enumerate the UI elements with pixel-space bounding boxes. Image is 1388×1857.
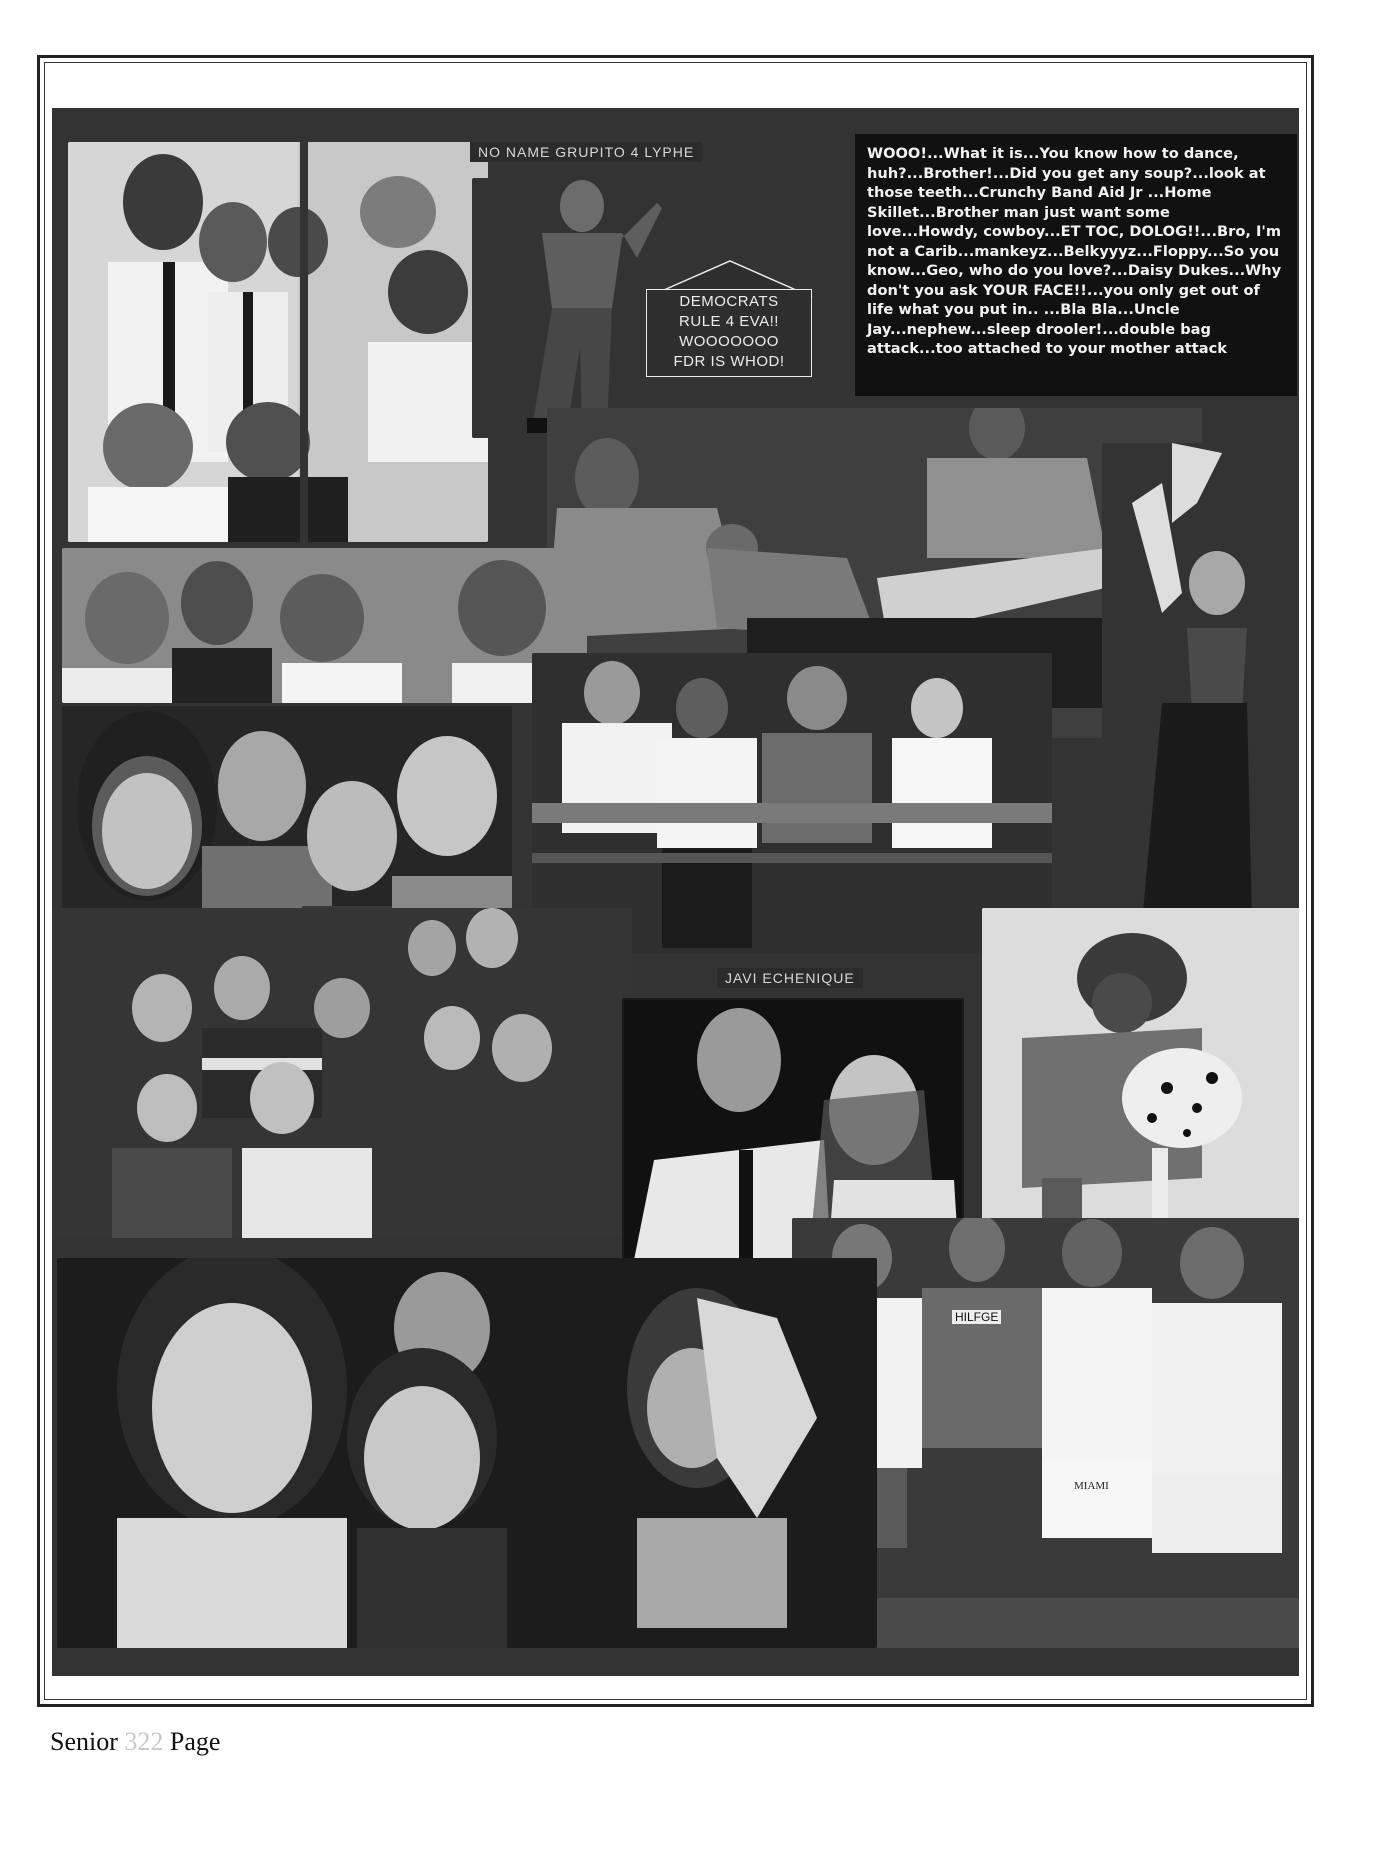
shirt-text-miami: MIAMI: [1074, 1480, 1109, 1492]
footer-page: Page: [169, 1727, 221, 1756]
democrats-sign: [646, 259, 814, 370]
photo-big-group: [52, 908, 632, 1238]
caption-grupito: NO NAME GRUPITO 4 LYPHE: [470, 142, 702, 162]
page-footer: [50, 1727, 220, 1757]
quote-text: WOOO!...What it is...You know how to dance, huh?...Brother!...Did you get any soup?...look at those teeth...Crunchy Band Aid Jr ...Home Skillet...Brother man just want some love...Howdy, cowboy...ET TOC, DOLOG!!...Bro, I'm not a Carib...mankeyz...Belkyyyz...Floppy...So you know...Geo, who do you love?...Daisy Dukes...Why don't you ask YOUR FACE!!...you only get out of life what you put in.. ...Bla Bla...Uncle Jay...nephew...sleep drooler!...double bag attack...too attached to your mother attack: [867, 145, 1282, 357]
footer-page-number: 322: [124, 1727, 164, 1756]
quote-box: [855, 134, 1297, 396]
photo-collage: [52, 108, 1299, 1676]
sign-line-1: DEMOCRATS: [679, 293, 779, 310]
photo-bottom-girls: [57, 1258, 877, 1648]
sign-line-3: WOOOOOOO: [679, 333, 779, 350]
caption-javi: JAVI ECHENIQUE: [717, 968, 863, 988]
photo-guy-dalmatian: [982, 908, 1299, 1258]
photo-dancing-girl: [1102, 443, 1252, 943]
footer-senior: Senior: [50, 1727, 118, 1756]
sign-line-4: FDR IS WHOD!: [673, 353, 785, 370]
photo-posing-guy: [472, 178, 662, 438]
sign-text: [646, 289, 812, 377]
photo-four-guys: [62, 548, 587, 703]
shirt-text-hilfiger: HILFGE: [952, 1310, 1001, 1324]
sign-line-2: RULE 4 EVA!!: [679, 313, 779, 330]
photo-group-ties: [68, 142, 488, 542]
